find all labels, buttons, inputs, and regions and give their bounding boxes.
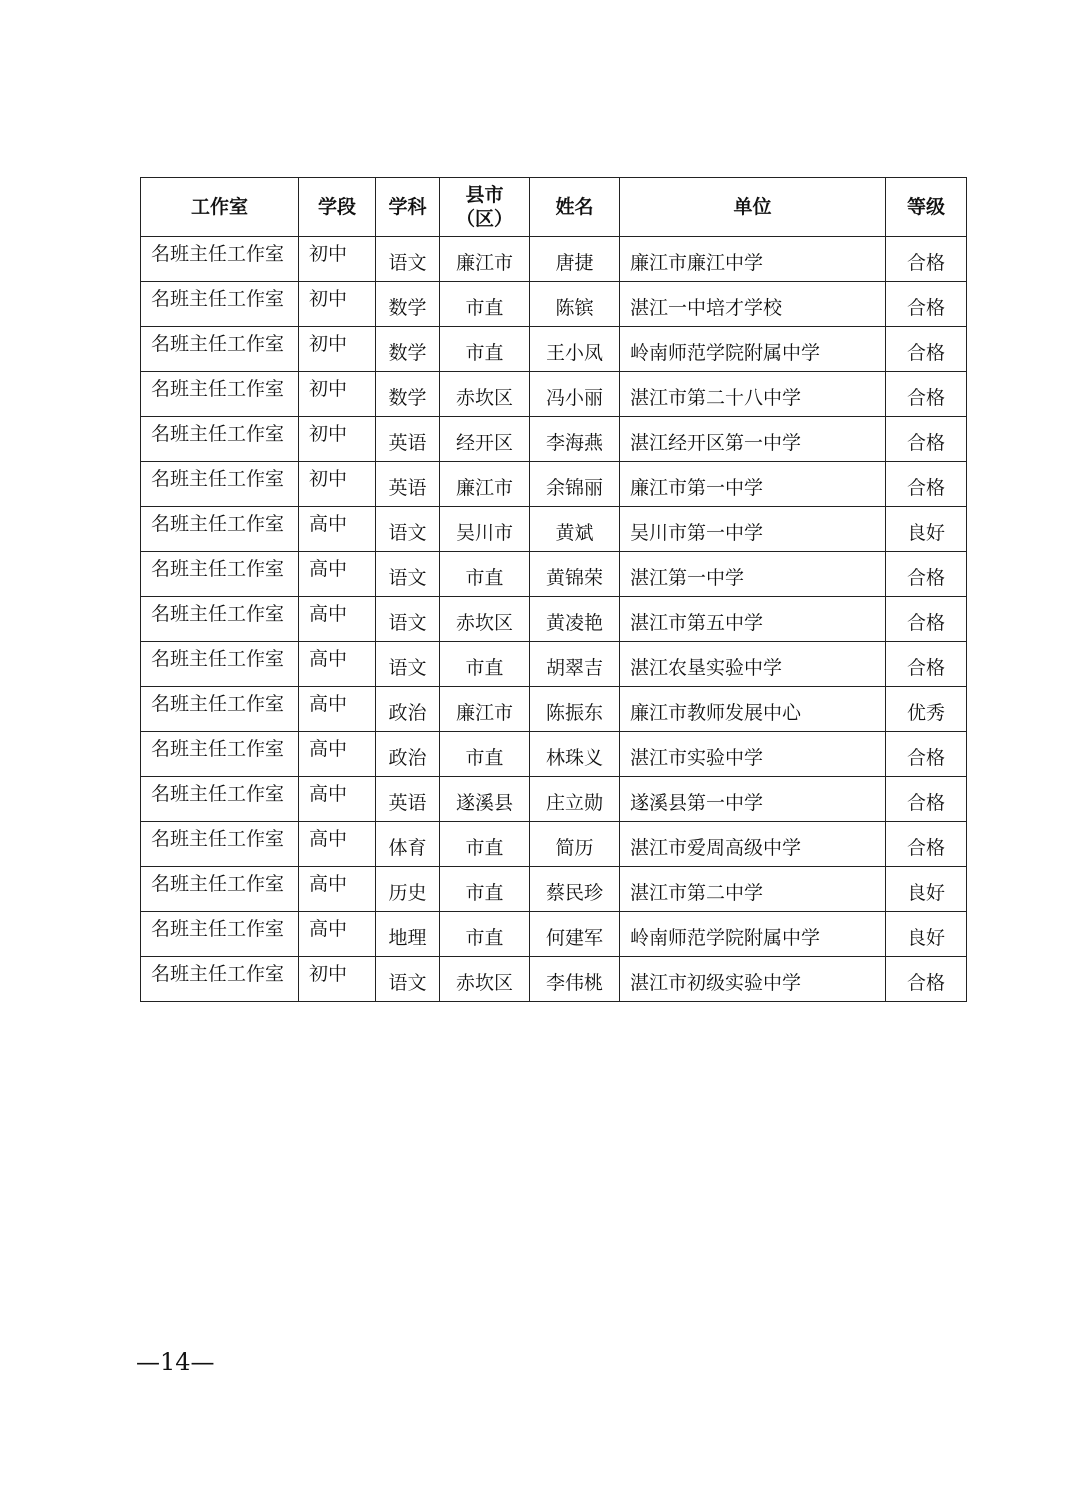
cell-subject: 数学 — [376, 282, 440, 327]
cell-studio: 名班主任工作室 — [141, 282, 299, 327]
cell-unit: 湛江市第五中学 — [620, 597, 886, 642]
cell-studio: 名班主任工作室 — [141, 957, 299, 1002]
cell-subject: 数学 — [376, 327, 440, 372]
cell-stage: 初中 — [299, 957, 376, 1002]
cell-stage: 高中 — [299, 867, 376, 912]
table-row — [141, 642, 967, 687]
header-district-text — [456, 183, 513, 231]
cell-grade: 合格 — [886, 372, 967, 417]
cell-unit: 遂溪县第一中学 — [620, 777, 886, 822]
cell-district: 市直 — [440, 642, 530, 687]
cell-grade: 合格 — [886, 417, 967, 462]
table-row — [141, 282, 967, 327]
cell-stage: 高中 — [299, 642, 376, 687]
table-row — [141, 912, 967, 957]
cell-unit: 廉江市廉江中学 — [620, 237, 886, 282]
cell-studio: 名班主任工作室 — [141, 642, 299, 687]
cell-unit: 岭南师范学院附属中学 — [620, 327, 886, 372]
cell-subject: 语文 — [376, 597, 440, 642]
cell-stage: 初中 — [299, 327, 376, 372]
table-row — [141, 822, 967, 867]
cell-name: 何建军 — [530, 912, 620, 957]
header-studio: 工作室 — [141, 178, 299, 237]
cell-studio: 名班主任工作室 — [141, 417, 299, 462]
cell-studio: 名班主任工作室 — [141, 597, 299, 642]
cell-subject: 语文 — [376, 552, 440, 597]
table-row — [141, 687, 967, 732]
table-header-row — [141, 178, 967, 237]
cell-unit: 湛江农垦实验中学 — [620, 642, 886, 687]
cell-stage: 初中 — [299, 282, 376, 327]
cell-name: 余锦丽 — [530, 462, 620, 507]
cell-subject: 英语 — [376, 777, 440, 822]
cell-name: 简历 — [530, 822, 620, 867]
cell-unit: 湛江经开区第一中学 — [620, 417, 886, 462]
cell-name: 李伟桃 — [530, 957, 620, 1002]
table-row — [141, 462, 967, 507]
cell-grade: 良好 — [886, 912, 967, 957]
table-row — [141, 777, 967, 822]
cell-name: 庄立勋 — [530, 777, 620, 822]
cell-subject: 语文 — [376, 642, 440, 687]
cell-stage: 初中 — [299, 237, 376, 282]
cell-district: 廉江市 — [440, 687, 530, 732]
page-number: —14— — [136, 1348, 215, 1376]
cell-unit: 湛江市实验中学 — [620, 732, 886, 777]
cell-subject: 数学 — [376, 372, 440, 417]
cell-grade: 良好 — [886, 507, 967, 552]
table-row — [141, 867, 967, 912]
cell-subject: 地理 — [376, 912, 440, 957]
cell-studio: 名班主任工作室 — [141, 372, 299, 417]
cell-district: 廉江市 — [440, 237, 530, 282]
cell-unit: 湛江一中培才学校 — [620, 282, 886, 327]
cell-stage: 高中 — [299, 912, 376, 957]
cell-studio: 名班主任工作室 — [141, 777, 299, 822]
cell-stage: 高中 — [299, 597, 376, 642]
cell-unit: 岭南师范学院附属中学 — [620, 912, 886, 957]
cell-name: 胡翠吉 — [530, 642, 620, 687]
cell-studio: 名班主任工作室 — [141, 732, 299, 777]
cell-district: 经开区 — [440, 417, 530, 462]
cell-name: 林珠义 — [530, 732, 620, 777]
cell-district: 市直 — [440, 732, 530, 777]
cell-stage: 初中 — [299, 372, 376, 417]
cell-stage: 高中 — [299, 687, 376, 732]
cell-stage: 高中 — [299, 732, 376, 777]
table-row — [141, 732, 967, 777]
cell-grade: 优秀 — [886, 687, 967, 732]
cell-studio: 名班主任工作室 — [141, 327, 299, 372]
header-name: 姓名 — [530, 178, 620, 237]
cell-unit: 湛江市第二十八中学 — [620, 372, 886, 417]
cell-grade: 合格 — [886, 462, 967, 507]
cell-name: 唐捷 — [530, 237, 620, 282]
cell-district: 赤坎区 — [440, 597, 530, 642]
cell-studio: 名班主任工作室 — [141, 237, 299, 282]
cell-studio: 名班主任工作室 — [141, 687, 299, 732]
cell-unit: 湛江市爱周高级中学 — [620, 822, 886, 867]
table-body — [141, 237, 967, 1002]
header-stage: 学段 — [299, 178, 376, 237]
cell-subject: 语文 — [376, 237, 440, 282]
cell-district: 市直 — [440, 912, 530, 957]
cell-name: 陈振东 — [530, 687, 620, 732]
cell-unit: 湛江市初级实验中学 — [620, 957, 886, 1002]
cell-grade: 合格 — [886, 822, 967, 867]
cell-district: 市直 — [440, 282, 530, 327]
cell-grade: 合格 — [886, 237, 967, 282]
table-row — [141, 372, 967, 417]
cell-subject: 语文 — [376, 957, 440, 1002]
cell-grade: 合格 — [886, 597, 967, 642]
cell-stage: 高中 — [299, 777, 376, 822]
cell-name: 蔡民珍 — [530, 867, 620, 912]
table-row — [141, 417, 967, 462]
evaluation-table — [140, 177, 967, 1002]
cell-subject: 历史 — [376, 867, 440, 912]
cell-name: 黄斌 — [530, 507, 620, 552]
cell-unit: 吴川市第一中学 — [620, 507, 886, 552]
cell-unit: 廉江市教师发展中心 — [620, 687, 886, 732]
cell-subject: 政治 — [376, 687, 440, 732]
cell-district: 市直 — [440, 822, 530, 867]
cell-subject: 英语 — [376, 462, 440, 507]
header-grade: 等级 — [886, 178, 967, 237]
cell-studio: 名班主任工作室 — [141, 462, 299, 507]
cell-studio: 名班主任工作室 — [141, 507, 299, 552]
cell-unit: 湛江第一中学 — [620, 552, 886, 597]
header-unit: 单位 — [620, 178, 886, 237]
cell-grade: 合格 — [886, 327, 967, 372]
cell-name: 冯小丽 — [530, 372, 620, 417]
cell-district: 市直 — [440, 552, 530, 597]
cell-grade: 合格 — [886, 957, 967, 1002]
cell-stage: 高中 — [299, 552, 376, 597]
table-row — [141, 957, 967, 1002]
cell-district: 遂溪县 — [440, 777, 530, 822]
cell-subject: 体育 — [376, 822, 440, 867]
header-district-line1: 县市 — [465, 184, 504, 206]
cell-stage: 初中 — [299, 462, 376, 507]
cell-unit: 廉江市第一中学 — [620, 462, 886, 507]
cell-district: 赤坎区 — [440, 957, 530, 1002]
cell-studio: 名班主任工作室 — [141, 822, 299, 867]
cell-grade: 合格 — [886, 777, 967, 822]
table-row — [141, 552, 967, 597]
cell-stage: 高中 — [299, 822, 376, 867]
table-row — [141, 237, 967, 282]
cell-name: 陈镔 — [530, 282, 620, 327]
cell-stage: 初中 — [299, 417, 376, 462]
cell-grade: 合格 — [886, 642, 967, 687]
table-row — [141, 597, 967, 642]
cell-studio: 名班主任工作室 — [141, 912, 299, 957]
cell-name: 王小凤 — [530, 327, 620, 372]
cell-subject: 语文 — [376, 507, 440, 552]
table-row — [141, 327, 967, 372]
cell-subject: 英语 — [376, 417, 440, 462]
cell-district: 吴川市 — [440, 507, 530, 552]
cell-stage: 高中 — [299, 507, 376, 552]
header-subject: 学科 — [376, 178, 440, 237]
cell-name: 黄锦荣 — [530, 552, 620, 597]
cell-district: 赤坎区 — [440, 372, 530, 417]
cell-grade: 合格 — [886, 732, 967, 777]
cell-grade: 良好 — [886, 867, 967, 912]
cell-district: 市直 — [440, 867, 530, 912]
cell-studio: 名班主任工作室 — [141, 867, 299, 912]
cell-district: 市直 — [440, 327, 530, 372]
header-district-line2: （区） — [455, 208, 513, 230]
cell-grade: 合格 — [886, 552, 967, 597]
cell-subject: 政治 — [376, 732, 440, 777]
cell-name: 李海燕 — [530, 417, 620, 462]
header-district — [440, 178, 530, 237]
cell-district: 廉江市 — [440, 462, 530, 507]
table-row — [141, 507, 967, 552]
cell-grade: 合格 — [886, 282, 967, 327]
cell-name: 黄凌艳 — [530, 597, 620, 642]
cell-studio: 名班主任工作室 — [141, 552, 299, 597]
cell-unit: 湛江市第二中学 — [620, 867, 886, 912]
